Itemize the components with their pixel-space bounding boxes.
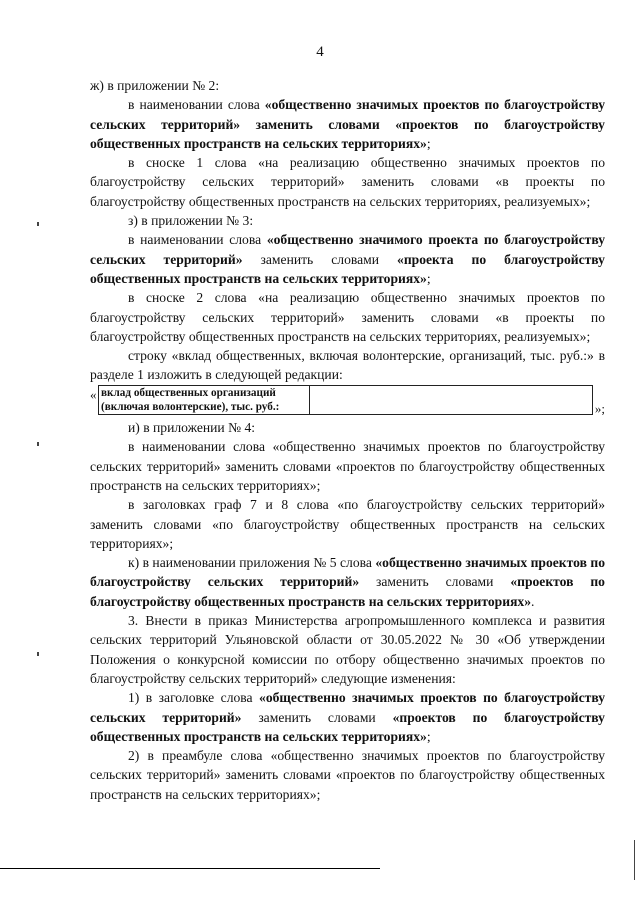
text-block-1: [90, 76, 605, 385]
open-quote: «: [90, 386, 97, 402]
paragraph: [90, 153, 605, 211]
paragraph: [90, 553, 605, 611]
text-run: .: [531, 593, 535, 609]
text-run: в наименовании слова: [128, 97, 265, 113]
bold-text: заменить словами «проектов по благоустройству общественных пространств на сельских территориях»: [90, 116, 605, 151]
text-run: в сноске 1 слова «на реализацию общественно значимых проектов по благоустройству сельских территорий» заменить словами «в проекты по благоустройству общественных пространств на сельских территориях, реализуемых»;: [90, 155, 605, 209]
paragraph: [90, 746, 605, 804]
scan-edge-mark: [634, 840, 635, 880]
text-block-2: [90, 418, 605, 804]
text-run: з) в приложении № 3:: [128, 213, 254, 229]
text-run: заменить словами: [241, 709, 393, 725]
text-run: 1) в заголовке слова: [128, 690, 260, 706]
document-body: [90, 76, 605, 804]
scan-speck: [37, 222, 39, 226]
table-cell-empty: [309, 385, 592, 414]
paragraph: [90, 95, 605, 153]
paragraph: [90, 76, 605, 95]
bold-text: «общественно значимого проекта по благоустройству сельских территорий»: [90, 232, 605, 267]
scan-speck: [37, 442, 39, 446]
scan-speck: [37, 652, 39, 656]
text-run: строку «вклад общественных, включая волонтерские, организаций, тыс. руб.:» в разделе 1 изложить в следующей редакции:: [90, 348, 605, 383]
paragraph: [90, 688, 605, 746]
text-run: 3. Внести в приказ Министерства агропромышленного комплекса и развития сельских территорий Ульяновской области от 30.05.2022 № 30 «Об утверждении Положения о конкурсной комиссии по отбору общественно значимых проектов по благоустройству сельских территорий» следующие изменения:: [90, 613, 605, 686]
bold-text: «проектов по благоустройству общественных пространств на сельских территориях»: [90, 709, 605, 744]
bold-text: «проектов по благоустройству общественных пространств на сельских территориях»: [90, 574, 605, 609]
text-run: заменить словами: [242, 251, 398, 267]
paragraph: [90, 211, 605, 230]
bold-text: «общественно значимых проектов по благоустройству сельских территорий»: [90, 97, 605, 132]
text-run: ;: [426, 135, 431, 151]
close-quote: »;: [594, 400, 605, 416]
text-run: ;: [426, 270, 431, 286]
table-cell-label: вклад общественных организаций (включая волонтерские), тыс. руб.:: [99, 385, 310, 414]
bold-text: «проекта по благоустройству общественных пространств на сельских территориях»: [90, 251, 605, 286]
text-run: ;: [426, 728, 431, 744]
paragraph: [90, 495, 605, 553]
page-number: 4: [316, 44, 324, 60]
text-run: к) в наименовании приложения № 5 слова: [128, 555, 376, 571]
footer-rule: [0, 868, 380, 869]
text-run: [240, 117, 256, 132]
text-run: в сноске 2 слова «на реализацию общественно значимых проектов по благоустройству сельских территорий» заменить словами «в проекты по благоустройству общественных пространств на сельских территориях, реализуемых»;: [90, 290, 605, 344]
text-run: заменить словами: [359, 574, 511, 590]
table-line: [90, 385, 605, 418]
text-run: и) в приложении № 4:: [128, 420, 256, 436]
bold-text: «общественно значимых проектов по благоустройству сельских территорий»: [90, 690, 606, 725]
replacement-table-row: [98, 385, 593, 415]
text-run: 2) в преамбуле слова «общественно значимых проектов по благоустройству сельских территорий» заменить словами «проектов по благоустройству общественных пространств на сельских территориях»;: [90, 748, 605, 802]
bold-text: «общественно значимых проектов по благоустройству сельских территорий»: [90, 555, 605, 590]
paragraph: [90, 611, 605, 688]
paragraph: [90, 346, 605, 385]
text-run: ж) в приложении № 2:: [90, 78, 220, 93]
paragraph: [90, 437, 605, 495]
paragraph: [90, 288, 605, 346]
paragraph: [90, 230, 605, 288]
paragraph: [90, 418, 605, 437]
text-run: в наименовании слова: [128, 232, 267, 248]
text-run: в наименовании слова «общественно значимых проектов по благоустройству сельских территорий» заменить словами «проектов по благоустройству общественных пространств на сельских территориях»;: [90, 439, 605, 493]
text-run: в заголовках граф 7 и 8 слова «по благоустройству сельских территорий» заменить словами «по благоустройству общественных пространств на сельских территориях»;: [90, 497, 605, 551]
